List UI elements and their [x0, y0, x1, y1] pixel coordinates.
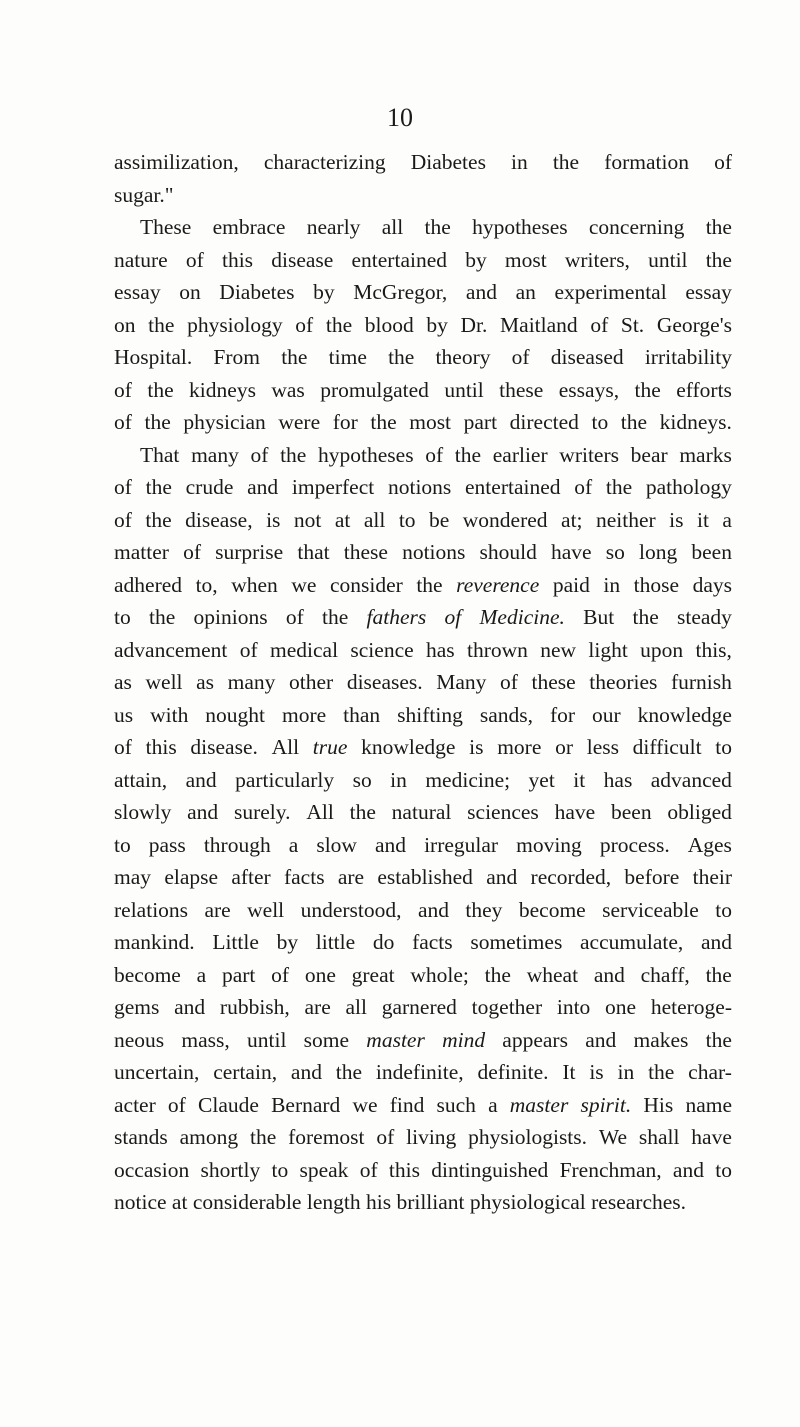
- text-line: of the disease, is not at all to be wondered at; neither is it a: [114, 507, 732, 532]
- text-line: nature of this disease entertained by most writers, until the: [114, 247, 732, 272]
- text-line: adhered to, when we consider the reverence paid in those days: [114, 572, 732, 597]
- text-line: as well as many other diseases. Many of these theories furnish: [114, 670, 732, 694]
- text-line: gems and rubbish, are all garnered together into one heteroge-: [114, 995, 732, 1019]
- text-line: relations are well understood, and they become serviceable to: [114, 897, 732, 922]
- text-line: of the crude and imperfect notions entertained of the pathology: [114, 475, 732, 499]
- text-line: These embrace nearly all the hypotheses concerning the: [140, 215, 732, 239]
- text-line: to the opinions of the fathers of Medicine. But the steady: [114, 605, 732, 629]
- text-line: may elapse after facts are established and recorded, before their: [114, 865, 732, 889]
- text-line: slowly and surely. All the natural sciences have been obliged: [114, 800, 732, 824]
- body-text: [114, 146, 732, 1219]
- text-line: mankind. Little by little do facts sometimes accumulate, and: [114, 930, 732, 954]
- text-line: That many of the hypotheses of the earlier writers bear marks: [140, 442, 732, 467]
- page-number: 10: [387, 103, 413, 132]
- text-line: become a part of one great whole; the wheat and chaff, the: [114, 962, 732, 987]
- text-line: of this disease. All true knowledge is more or less difficult to: [114, 735, 732, 759]
- text-line: advancement of medical science has thrown new light upon this,: [114, 637, 732, 662]
- text-line: of the physician were for the most part directed to the kidneys.: [114, 410, 732, 434]
- text-line: to pass through a slow and irregular moving process. Ages: [114, 832, 732, 857]
- text-line: sugar.": [114, 182, 174, 207]
- text-line: us with nought more than shifting sands, for our knowledge: [114, 702, 732, 727]
- text-line: acter of Claude Bernard we find such a master spirit. His name: [114, 1092, 732, 1117]
- text-line: uncertain, certain, and the indefinite, definite. It is in the char-: [114, 1060, 732, 1084]
- text-line: matter of surprise that these notions should have so long been: [114, 540, 732, 564]
- text-line: stands among the foremost of living physiologists. We shall have: [114, 1125, 732, 1149]
- text-line: essay on Diabetes by McGregor, and an experimental essay: [114, 280, 732, 304]
- text-line: attain, and particularly so in medicine; yet it has advanced: [114, 767, 732, 792]
- text-line: notice at considerable length his brilliant physiological researches.: [114, 1190, 687, 1214]
- text-line: assimilization, characterizing Diabetes in the formation of: [114, 150, 732, 174]
- text-line: on the physiology of the blood by Dr. Maitland of St. George's: [114, 312, 732, 337]
- text-line: Hospital. From the time the theory of diseased irritability: [114, 345, 732, 369]
- text-line: neous mass, until some master mind appears and makes the: [114, 1027, 732, 1052]
- text-line: of the kidneys was promulgated until these essays, the efforts: [114, 377, 732, 402]
- text-line: occasion shortly to speak of this dintinguished Frenchman, and to: [114, 1157, 732, 1182]
